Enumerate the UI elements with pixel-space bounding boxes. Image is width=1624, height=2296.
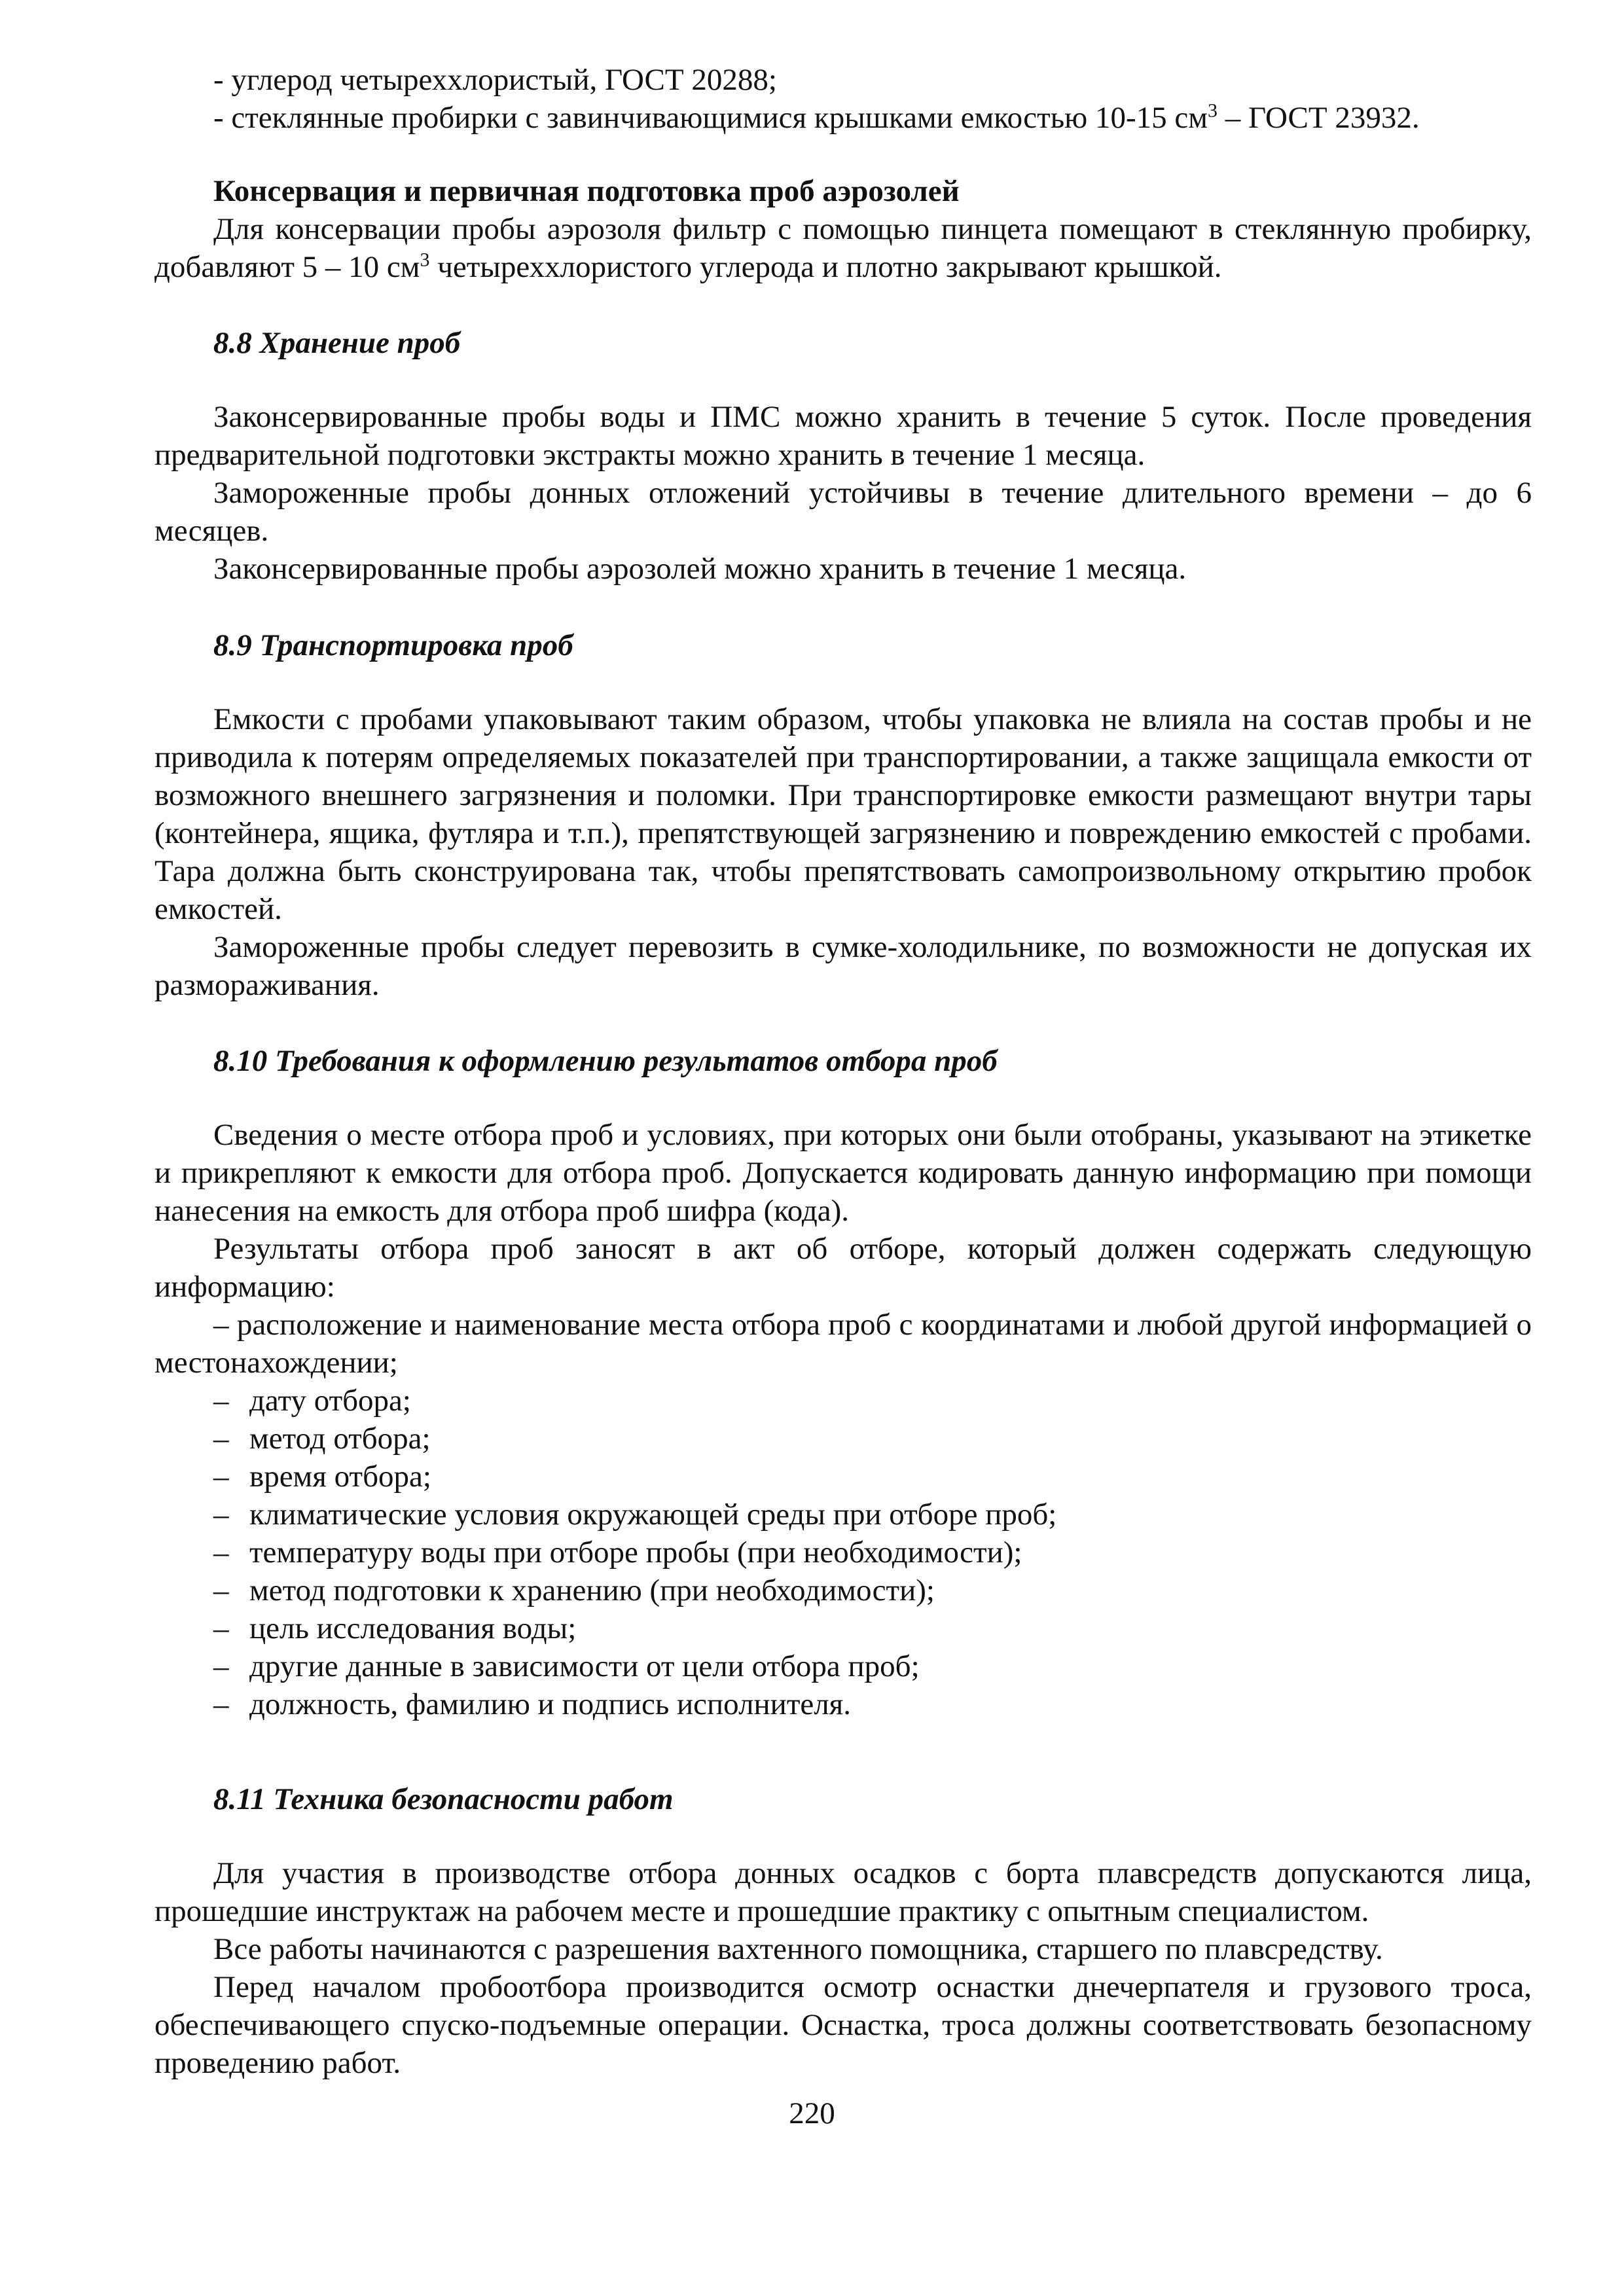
list-item: – метод отбора;: [213, 1422, 431, 1456]
top-list-item-2: - стеклянные пробирки с завинчивающимися крышками емкостью 10-15 $см^3$ – ГОСТ 23932.: [213, 99, 1420, 135]
page-number: 220: [789, 2096, 835, 2130]
section-8-9-title: 8.9 Транспортировка проб: [213, 628, 573, 662]
list-item: – другие данные в зависимости от цели отбора проб;: [213, 1649, 920, 1683]
section-8-11: [154, 1780, 1532, 1818]
section-8-8-paragraph-2: Замороженные пробы донных отложений устойчивы в течение длительного времени – до 6 месяцев.: [154, 476, 1532, 548]
section-8-8-body: [154, 398, 1532, 588]
section-8-11-paragraph-2: Все работы начинаются с разрешения вахтенного помощника, старшего по плавсредству.: [213, 1932, 1383, 1966]
conservation-section: [154, 172, 1532, 286]
list-item: – должность, фамилию и подпись исполнителя.: [213, 1687, 852, 1721]
section-8-9: [154, 626, 1532, 664]
section-8-9-body: [154, 700, 1532, 1004]
section-8-10-paragraph-3: – расположение и наименование места отбора проб с координатами и любой другой информацией о местонахождении;: [154, 1308, 1532, 1380]
section-8-10-paragraph-1: Сведения о месте отбора проб и условиях, при которых они были отобраны, указывают на этикетке и прикрепляют к емкости для отбора проб. Допускается кодировать данную информацию при помощи нанесения на емкость для отбора проб шифра (кода).: [154, 1118, 1532, 1228]
section-8-11-paragraph-1: Для участия в производстве отбора донных осадков с борта плавсредств допускаются лица, прошедшие инструктаж на рабочем месте и прошедшие практику с опытным специалистом.: [154, 1856, 1532, 1928]
section-8-9-paragraph-2: Замороженные пробы следует перевозить в сумке-холодильнике, по возможности не допуская их размораживания.: [154, 930, 1532, 1002]
conservation-title: Консервация и первичная подготовка проб аэрозолей: [213, 174, 960, 208]
section-8-10: [154, 1042, 1532, 1080]
list-item: – дату отбора;: [213, 1384, 411, 1418]
list-item: – температуру воды при отборе пробы (при необходимости);: [213, 1535, 1022, 1570]
section-8-8-title: 8.8 Хранение проб: [213, 326, 461, 360]
list-item: – время отбора;: [213, 1460, 431, 1494]
top-list-item-1: - углерод четыреххлористый, ГОСТ 20288;: [213, 63, 777, 97]
section-8-8-paragraph-1: Законсервированные пробы воды и ПМС можно хранить в течение 5 суток. После проведения предварительной подготовки экстракты можно хранить в течение 1 месяца.: [154, 400, 1532, 472]
section-8-8: [154, 324, 1532, 362]
section-8-10-body: [154, 1116, 1532, 1723]
top-list: [154, 61, 1532, 137]
section-8-11-paragraph-3: Перед началом пробоотбора производится осмотр оснастки днечерпателя и грузового троса, обеспечивающего спуско-подъемные операции. Оснастка, троса должны соответствовать безопасному проведению работ.: [154, 1970, 1532, 2080]
section-8-10-title: 8.10 Требования к оформлению результатов отбора проб: [213, 1044, 998, 1078]
list-item: – метод подготовки к хранению (при необходимости);: [213, 1573, 935, 1607]
section-8-8-paragraph-3: Законсервированные пробы аэрозолей можно хранить в течение 1 месяца.: [213, 552, 1187, 586]
section-8-9-paragraph-1: Емкости с пробами упаковывают таким образом, чтобы упаковка не влияла на состав пробы и не приводила к потерям определяемых показателей при транспортировании, а также защищала емкости от возможного внешнего загрязнения и поломки. При транспортировке емкости размещают внутри тары (контейнера, ящика, футляра и т.п.), препятствующей загрязнению и повреждению емкостей с пробами. Тара должна быть сконструирована так, чтобы препятствовать самопроизвольному открытию пробок емкостей.: [154, 702, 1532, 926]
conservation-paragraph: Для консервации пробы аэрозоля фильтр с помощью пинцета помещают в стеклянную пробирку, добавляют 5 – 10 $см^3$ четыреххлористого углерода и плотно закрывают крышкой.: [154, 212, 1532, 284]
section-8-11-title: 8.11 Техника безопасности работ: [213, 1782, 674, 1816]
list-item: – климатические условия окружающей среды при отборе проб;: [213, 1498, 1057, 1532]
section-8-11-body: [154, 1854, 1532, 2082]
section-8-10-paragraph-2: Результаты отбора проб заносят в акт об отборе, который должен содержать следующую информацию:: [154, 1232, 1532, 1304]
list-item: – цель исследования воды;: [213, 1611, 577, 1645]
